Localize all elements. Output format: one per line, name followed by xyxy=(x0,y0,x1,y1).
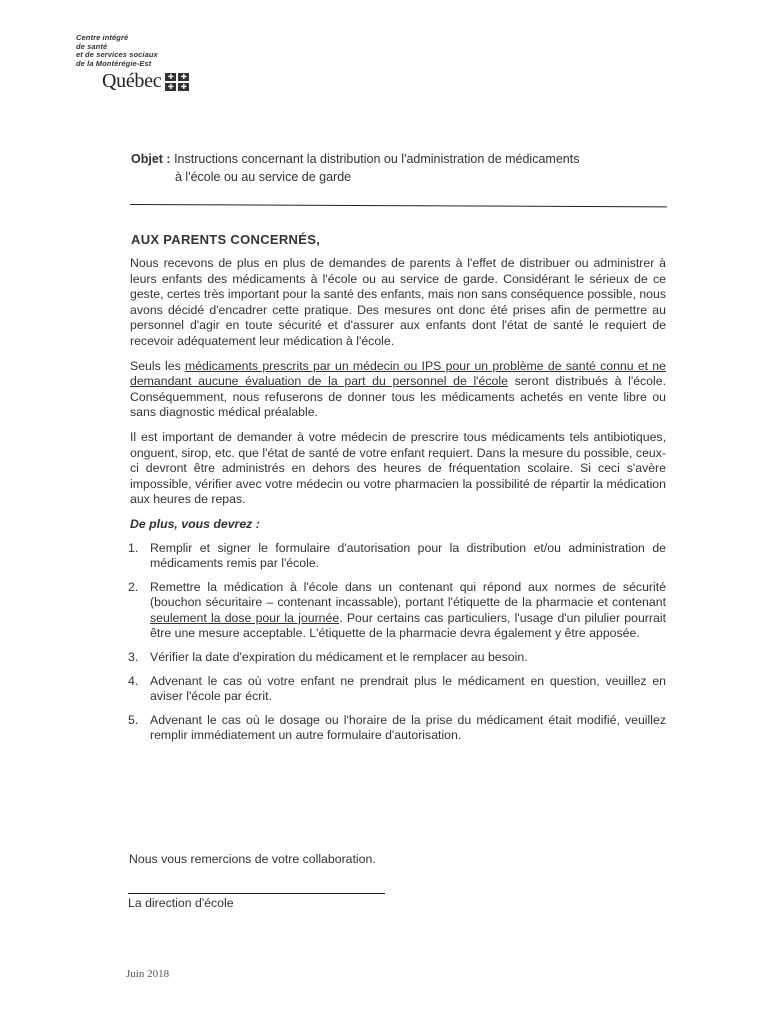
list-item xyxy=(130,650,666,666)
signature-line xyxy=(128,893,385,894)
instructions-list xyxy=(130,541,666,745)
list-item-number: 3. xyxy=(128,650,139,665)
paragraph-1: Nous recevons de plus en plus de demandes de parents à l'effet de distribuer ou administrer à leurs enfants des médicaments à l'école ou au service de garde. Considérant le sérieux de ce geste, certes très important pour la santé des enfants, mais non sans conséquence possible, nous avons décidé d'encadrer cette pratique. Des mesures ont donc été prises afin de permettre au personnel d'agir en toute sécurité et d'assurer aux enfants dont l'état de santé le requiert de recevoir adéquatement leur médication à l'école. xyxy=(130,256,666,348)
list-item-number: 4. xyxy=(128,673,139,688)
subject-block xyxy=(131,150,651,186)
subject-line-1: Instructions concernant la distribution ou l'administration de médicaments xyxy=(174,152,580,166)
list-item-number: 2. xyxy=(128,579,139,594)
list-item-2-end: . Pour certains cas particuliers, l'usage d'un pilulier pourrait être une mesure acceptable. L'étiquette de la pharmacie devra également y être apposée. xyxy=(150,610,666,641)
list-item-2-start: Remettre la médication à l'école dans un contenant qui répond aux normes de sécurité (bouchon sécuritaire – contenant incassable), portant l'étiquette de la pharmacie et contenant xyxy=(150,579,666,610)
list-item xyxy=(130,580,666,642)
subject-divider xyxy=(130,204,667,207)
fleur-de-lis-flag-icon: ✚ ✚ ✚ ✚ xyxy=(165,73,189,91)
paragraph-3: Il est important de demander à votre médecin de prescrire tous médicaments tels antibiotiques, onguent, sirop, etc. que l'état de santé de votre enfant requiert. Dans la mesure du possible, ceux-ci devront être administrés en dehors des heures de fréquentation scolaire. Si ceci s'avère impossible, vérifier avec votre médecin ou votre pharmacien la possibilité de répartir la médication aux heures de repas. xyxy=(130,429,666,507)
closing-thanks: Nous vous remercions de votre collaboration. xyxy=(129,852,376,866)
list-item-text: Remplir et signer le formulaire d'autorisation pour la distribution et/ou administration de médicaments remis par l'école. xyxy=(150,540,666,571)
list-item-text: Advenant le cas où votre enfant ne prendrait plus le médicament en question, veuillez en aviser l'école par écrit. xyxy=(150,673,666,704)
paragraph-2-end: seront distribués à l'école. Conséquemment, nous refuserons de donner tous les médicaments achetés en vente libre ou sans diagnostic médical préalable. xyxy=(130,374,667,420)
org-name-line-1: Centre intégré xyxy=(76,33,129,42)
list-item xyxy=(130,541,666,572)
instructions-heading: De plus, vous devrez : xyxy=(130,516,260,531)
list-item-text: Advenant le cas où le dosage ou l'horaire de la prise du médicament était modifié, veuillez remplir immédiatement un autre formulaire d'autorisation. xyxy=(150,712,666,743)
paragraph-2-underlined: médicaments prescrits par un médecin ou IPS pour un problème de santé connu et ne demandant aucune évaluation de la part du personnel de l'école xyxy=(130,358,666,389)
list-item-text xyxy=(150,580,666,642)
subject-label: Objet : xyxy=(131,152,171,166)
letterhead xyxy=(76,33,187,92)
list-item-number: 1. xyxy=(128,540,139,555)
list-item-text: Vérifier la date d'expiration du médicament et le remplacer au besoin. xyxy=(150,650,528,665)
salutation: AUX PARENTS CONCERNÉS, xyxy=(131,232,321,247)
signature-name: La direction d'école xyxy=(128,896,234,910)
org-name-line-4: de la Montérégie-Est xyxy=(76,58,152,68)
list-item xyxy=(130,713,666,744)
paragraph-2-start: Seuls les xyxy=(130,358,185,373)
list-item xyxy=(130,674,666,705)
paragraph-2 xyxy=(130,359,666,421)
quebec-logo xyxy=(102,70,189,93)
letter-body xyxy=(130,256,666,752)
list-item-2-underlined: seulement la dose pour la journée xyxy=(150,610,340,625)
org-name-line-3: et de services sociaux xyxy=(76,50,158,59)
quebec-wordmark: Québec xyxy=(102,70,162,92)
org-name-line-2: de santé xyxy=(76,41,108,51)
footer-date: Juin 2018 xyxy=(126,968,170,980)
list-item-number: 5. xyxy=(128,712,139,727)
subject-line-2: à l'école ou au service de garde xyxy=(175,170,352,184)
